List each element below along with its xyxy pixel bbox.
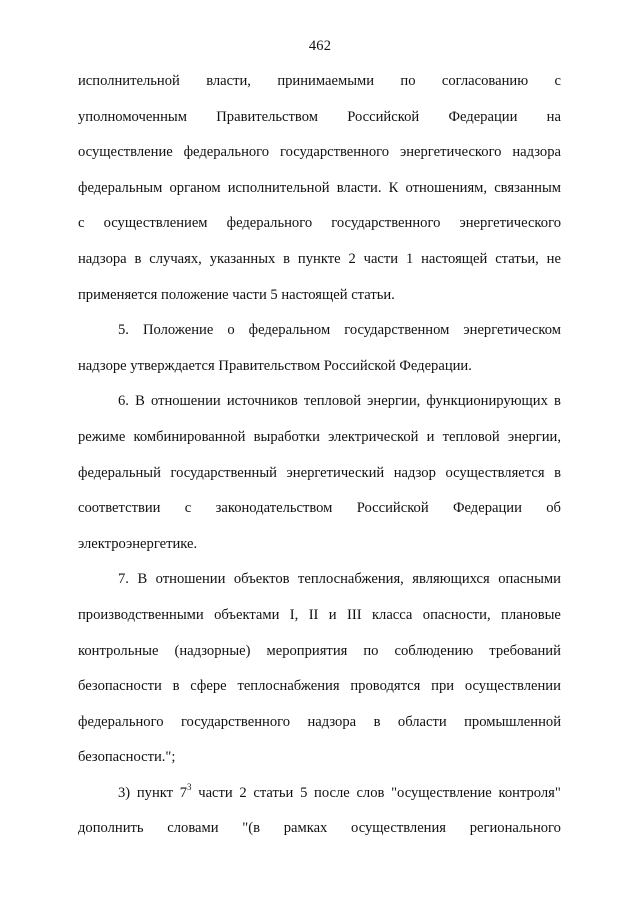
text-word: слов: [356, 784, 385, 801]
text-word: II: [308, 606, 319, 623]
text-word: рамках: [283, 820, 328, 837]
text-word: органом: [169, 179, 221, 196]
text-word: энергетическом: [463, 322, 561, 339]
text-word: контрольные: [78, 642, 159, 659]
text-word: принимаемыми: [277, 73, 375, 89]
text-word: Российской: [356, 500, 429, 517]
text-word: государственном: [344, 322, 450, 339]
text-word: статьи: [253, 784, 294, 801]
text-word: дополнить: [78, 820, 144, 837]
page-number: 462: [308, 38, 332, 54]
text-line: [78, 355, 561, 391]
text-word: (надзорные): [174, 642, 251, 659]
text-word: теплоснабжения,: [298, 571, 404, 588]
text-word: источников: [226, 393, 298, 410]
text-word: государственного: [279, 144, 390, 161]
text-word: федеральным: [78, 179, 163, 196]
text-word: с: [554, 73, 561, 89]
text-word: по: [400, 73, 416, 89]
text-word: федеральный: [78, 464, 161, 481]
text-line: [78, 746, 561, 782]
text-word: 1: [405, 250, 414, 267]
text-word: федерального: [183, 144, 270, 161]
text-word: комбинированной: [133, 428, 246, 445]
text-word: после: [314, 784, 350, 801]
text-word: 3): [118, 784, 131, 801]
text-word: надзор: [393, 464, 436, 481]
text-word: проводятся: [350, 678, 421, 695]
text-word: производственными: [78, 606, 204, 623]
text-word: части: [363, 250, 399, 267]
text-word: отношениям,: [405, 179, 488, 196]
text-word: безопасности.";: [78, 749, 176, 766]
text-word: с: [78, 215, 85, 232]
text-word: не: [546, 250, 561, 267]
text-word: Положение: [142, 322, 214, 339]
text-word: класса: [371, 606, 413, 623]
text-word: власти,: [206, 73, 251, 89]
text-line: [78, 212, 561, 248]
text-word: надзора: [512, 144, 561, 161]
text-word: энергетического: [399, 144, 502, 161]
text-word: и: [426, 428, 435, 445]
text-word: в: [554, 464, 561, 481]
superscript: 3: [187, 782, 192, 793]
text-word: власти.: [336, 179, 382, 196]
text-word: в: [554, 393, 561, 410]
text-line: [78, 248, 561, 284]
text-word: плановые: [501, 606, 561, 623]
text-word: статьи,: [495, 250, 539, 267]
text-word: тепловой: [303, 393, 362, 410]
text-word: 7.: [118, 571, 129, 588]
text-word: электроэнергетике.: [78, 535, 198, 552]
text-word: применяется положение части 5 настоящей статьи.: [78, 286, 395, 303]
text-word: теплоснабжения: [237, 678, 340, 695]
text-word: являющихся: [412, 571, 490, 588]
text-word: в: [134, 250, 142, 267]
text-word: Федерации: [452, 500, 522, 517]
text-word: в: [283, 250, 291, 267]
text-word: 5: [300, 784, 308, 801]
text-word: режиме: [78, 428, 126, 445]
text-word: с: [184, 500, 192, 517]
text-word: отношении: [150, 393, 221, 410]
text-word: Правительством: [216, 108, 318, 125]
text-word: осуществление: [78, 144, 173, 161]
text-word: III: [346, 606, 362, 623]
text-word: К: [388, 179, 399, 196]
text-word: отношении: [155, 571, 226, 588]
text-line: [78, 426, 561, 462]
text-word: 2: [239, 784, 247, 801]
text-word: надзора: [307, 713, 357, 730]
text-word: федеральном: [248, 322, 331, 339]
text-line: [78, 462, 561, 498]
text-word: I,: [289, 606, 299, 623]
text-word: объектов: [233, 571, 290, 588]
text-word: государственного: [331, 215, 441, 232]
text-word: сфере: [190, 678, 227, 695]
text-word: осуществления: [351, 820, 447, 837]
text-word: безопасности: [78, 678, 162, 695]
text-word: законодательством: [215, 500, 333, 517]
text-word: надзоре утверждается Правительством Российской Федерации.: [78, 357, 472, 374]
text-word: федерального: [226, 215, 313, 232]
text-word: на: [546, 108, 561, 125]
text-word: об: [546, 500, 561, 517]
text-word: соблюдению: [394, 642, 474, 659]
text-line: [78, 497, 561, 533]
text-line: [78, 390, 561, 426]
text-word: "осуществление: [391, 784, 492, 801]
text-line: [78, 711, 561, 747]
text-word: соответствии: [78, 500, 161, 517]
text-word: пункт: [136, 784, 174, 801]
text-word: Федерации: [448, 108, 518, 125]
text-word: $7^3$: [179, 782, 192, 801]
text-word: государственный: [170, 464, 277, 481]
text-word: тепловой: [442, 428, 500, 445]
text-word: электрической: [328, 428, 419, 445]
text-word: опасными: [498, 571, 561, 588]
text-line: [78, 106, 561, 142]
text-word: при: [431, 678, 455, 695]
text-word: функционирующих: [426, 393, 548, 410]
text-line: [78, 70, 561, 106]
text-word: по: [363, 642, 379, 659]
text-line: [78, 604, 561, 640]
text-word: указанных: [209, 250, 276, 267]
text-word: требований: [489, 642, 561, 659]
text-line: [78, 568, 561, 604]
text-word: в: [172, 678, 180, 695]
text-line: [78, 782, 561, 818]
text-line: [78, 177, 561, 213]
text-line: [78, 141, 561, 177]
text-word: мероприятия: [266, 642, 348, 659]
text-word: 5.: [118, 322, 129, 339]
text-word: в: [373, 713, 381, 730]
text-word: 2: [348, 250, 356, 267]
text-word: контроля": [498, 784, 561, 801]
text-word: надзора: [78, 250, 127, 267]
text-word: исполнительной: [78, 73, 180, 89]
text-word: энергетический: [286, 464, 385, 481]
text-word: о: [227, 322, 235, 339]
text-word: энергии,: [367, 393, 421, 410]
text-word: согласованию: [441, 73, 529, 89]
text-line: [78, 817, 561, 853]
text-word: области: [397, 713, 447, 730]
text-word: части: [198, 784, 233, 801]
text-word: пункте: [297, 250, 341, 267]
text-word: промышленной: [464, 713, 561, 730]
text-word: Российской: [347, 108, 420, 125]
text-word: В: [137, 571, 148, 588]
text-word: связанным: [494, 179, 561, 196]
text-word: государственного: [180, 713, 291, 730]
text-line: [78, 533, 561, 569]
document-body: [78, 70, 561, 853]
text-line: [78, 640, 561, 676]
text-word: опасности,: [422, 606, 491, 623]
text-word: осуществлении: [464, 678, 561, 695]
text-word: объектами: [214, 606, 280, 623]
text-word: 6.: [118, 393, 129, 410]
text-word: федерального: [78, 713, 164, 730]
text-word: В: [135, 393, 145, 410]
text-word: выработки: [253, 428, 320, 445]
text-word: энергии,: [507, 428, 561, 445]
text-word: исполнительной: [227, 179, 330, 196]
text-line: [78, 284, 561, 320]
text-line: [78, 675, 561, 711]
text-word: регионального: [469, 820, 561, 837]
text-word: настоящей: [421, 250, 488, 267]
text-word: энергетического: [459, 215, 561, 232]
text-line: [78, 319, 561, 355]
text-word: осуществляется: [445, 464, 545, 481]
text-word: уполномоченным: [78, 108, 187, 125]
text-word: случаях,: [149, 250, 202, 267]
text-word: словами: [167, 820, 219, 837]
text-word: осуществлением: [103, 215, 208, 232]
text-word: и: [328, 606, 337, 623]
text-word: "(в: [242, 820, 260, 837]
